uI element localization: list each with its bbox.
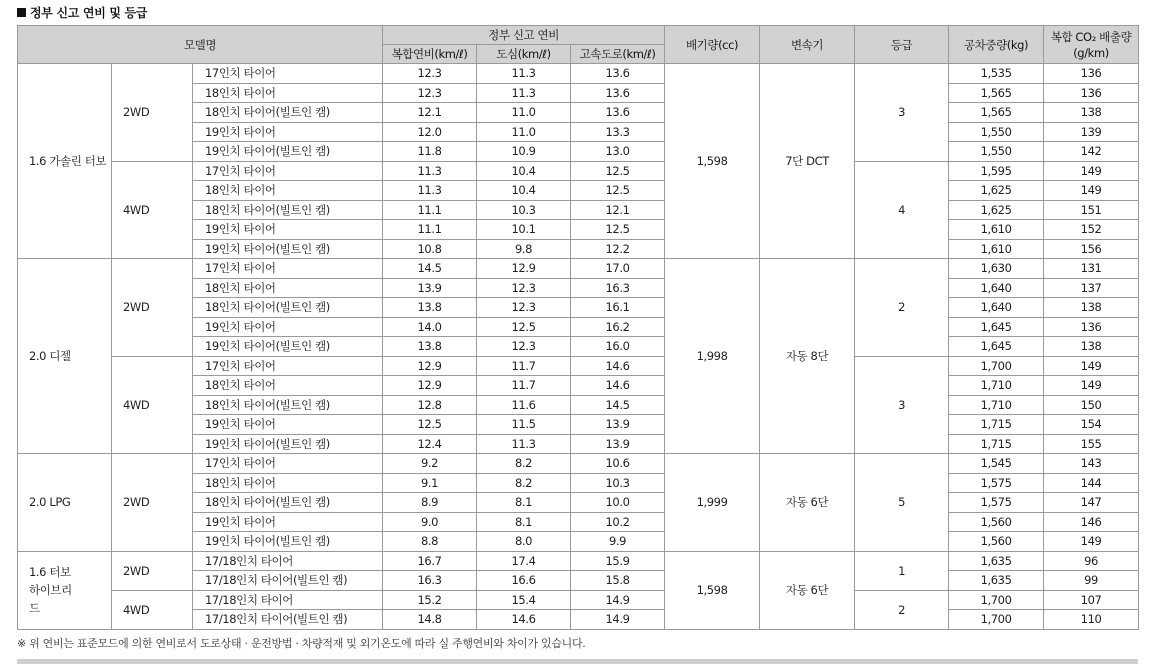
co2-cell: 136 — [1044, 83, 1139, 103]
square-bullet-icon — [17, 8, 26, 17]
co2-cell: 144 — [1044, 473, 1139, 493]
combined-cell: 13.9 — [383, 278, 477, 298]
weight-cell: 1,625 — [949, 200, 1044, 220]
co2-cell: 136 — [1044, 64, 1139, 84]
combined-cell: 13.8 — [383, 337, 477, 357]
tire-cell: 18인치 타이어 — [193, 376, 383, 396]
combined-cell: 14.5 — [383, 259, 477, 279]
city-cell: 9.8 — [477, 239, 571, 259]
tire-cell: 19인치 타이어(빌트인 캠) — [193, 434, 383, 454]
combined-cell: 9.0 — [383, 512, 477, 532]
co2-cell: 156 — [1044, 239, 1139, 259]
highway-cell: 17.0 — [571, 259, 665, 279]
highway-cell: 12.5 — [571, 181, 665, 201]
city-cell: 16.6 — [477, 571, 571, 591]
highway-cell: 14.6 — [571, 376, 665, 396]
header-curb-weight: 공차중량(kg) — [949, 26, 1044, 64]
weight-cell: 1,635 — [949, 571, 1044, 591]
tire-cell: 17/18인치 타이어 — [193, 590, 383, 610]
city-cell: 11.3 — [477, 64, 571, 84]
displacement-cell: 1,998 — [665, 259, 760, 454]
city-cell: 12.5 — [477, 317, 571, 337]
city-cell: 11.0 — [477, 122, 571, 142]
tire-cell: 19인치 타이어 — [193, 317, 383, 337]
weight-cell: 1,565 — [949, 103, 1044, 123]
co2-cell: 137 — [1044, 278, 1139, 298]
city-cell: 17.4 — [477, 551, 571, 571]
combined-cell: 12.9 — [383, 376, 477, 396]
tire-cell: 18인치 타이어(빌트인 캠) — [193, 200, 383, 220]
combined-cell: 12.5 — [383, 415, 477, 435]
header-co2-line1: 복합 CO₂ 배출량 — [1050, 29, 1132, 44]
table-row — [18, 454, 1139, 474]
grade-cell: 2 — [855, 590, 949, 629]
highway-cell: 12.1 — [571, 200, 665, 220]
combined-cell: 10.8 — [383, 239, 477, 259]
header-displacement: 배기량(cc) — [665, 26, 760, 64]
tire-cell: 17/18인치 타이어 — [193, 551, 383, 571]
co2-cell: 138 — [1044, 298, 1139, 318]
co2-cell: 138 — [1044, 337, 1139, 357]
tire-cell: 17/18인치 타이어(빌트인 캠) — [193, 610, 383, 630]
weight-cell: 1,610 — [949, 239, 1044, 259]
co2-cell: 147 — [1044, 493, 1139, 513]
highway-cell: 12.5 — [571, 161, 665, 181]
tire-cell: 17인치 타이어 — [193, 454, 383, 474]
highway-cell: 16.0 — [571, 337, 665, 357]
co2-cell: 99 — [1044, 571, 1139, 591]
highway-cell: 13.0 — [571, 142, 665, 162]
weight-cell: 1,610 — [949, 220, 1044, 240]
highway-cell: 10.2 — [571, 512, 665, 532]
city-cell: 10.4 — [477, 181, 571, 201]
highway-cell: 12.5 — [571, 220, 665, 240]
header-combined: 복합연비(km/ℓ) — [383, 45, 477, 64]
combined-cell: 8.9 — [383, 493, 477, 513]
weight-cell: 1,625 — [949, 181, 1044, 201]
co2-cell: 149 — [1044, 532, 1139, 552]
weight-cell: 1,640 — [949, 298, 1044, 318]
combined-cell: 12.3 — [383, 83, 477, 103]
combined-cell: 14.0 — [383, 317, 477, 337]
header-co2 — [1044, 26, 1139, 64]
weight-cell: 1,700 — [949, 590, 1044, 610]
tire-cell: 18인치 타이어(빌트인 캠) — [193, 298, 383, 318]
tire-cell: 19인치 타이어(빌트인 캠) — [193, 532, 383, 552]
transmission-cell: 7단 DCT — [760, 64, 855, 259]
weight-cell: 1,630 — [949, 259, 1044, 279]
co2-cell: 155 — [1044, 434, 1139, 454]
combined-cell: 8.8 — [383, 532, 477, 552]
weight-cell: 1,700 — [949, 610, 1044, 630]
highway-cell: 14.6 — [571, 356, 665, 376]
co2-cell: 110 — [1044, 610, 1139, 630]
highway-cell: 13.6 — [571, 83, 665, 103]
highway-cell: 13.3 — [571, 122, 665, 142]
grade-cell: 3 — [855, 356, 949, 454]
weight-cell: 1,545 — [949, 454, 1044, 474]
combined-cell: 11.8 — [383, 142, 477, 162]
footnote: ※ 위 연비는 표준모드에 의한 연비로서 도로상태 · 운전방법 · 차량적재 및 외기온도에 따라 실 주행연비와 차이가 있습니다. — [17, 637, 586, 650]
header-co2-line2: (g/km) — [1073, 45, 1109, 60]
city-cell: 11.6 — [477, 395, 571, 415]
combined-cell: 13.8 — [383, 298, 477, 318]
tire-cell: 19인치 타이어 — [193, 512, 383, 532]
co2-cell: 152 — [1044, 220, 1139, 240]
weight-cell: 1,565 — [949, 83, 1044, 103]
transmission-cell: 자동 8단 — [760, 259, 855, 454]
city-cell: 10.3 — [477, 200, 571, 220]
tire-cell: 18인치 타이어 — [193, 473, 383, 493]
highway-cell: 10.3 — [571, 473, 665, 493]
highway-cell: 12.2 — [571, 239, 665, 259]
city-cell: 8.1 — [477, 493, 571, 513]
city-cell: 12.3 — [477, 278, 571, 298]
weight-cell: 1,550 — [949, 142, 1044, 162]
combined-cell: 11.3 — [383, 161, 477, 181]
highway-cell: 14.9 — [571, 590, 665, 610]
co2-cell: 107 — [1044, 590, 1139, 610]
weight-cell: 1,575 — [949, 473, 1044, 493]
combined-cell: 16.7 — [383, 551, 477, 571]
co2-cell: 146 — [1044, 512, 1139, 532]
drive-cell: 4WD — [112, 161, 193, 259]
header-transmission: 변속기 — [760, 26, 855, 64]
highway-cell: 13.6 — [571, 103, 665, 123]
engine-cell: 2.0 LPG — [18, 454, 112, 552]
co2-cell: 96 — [1044, 551, 1139, 571]
weight-cell: 1,560 — [949, 532, 1044, 552]
co2-cell: 149 — [1044, 181, 1139, 201]
combined-cell: 12.0 — [383, 122, 477, 142]
city-cell: 8.1 — [477, 512, 571, 532]
highway-cell: 13.9 — [571, 415, 665, 435]
weight-cell: 1,710 — [949, 395, 1044, 415]
tire-cell: 17인치 타이어 — [193, 64, 383, 84]
co2-cell: 142 — [1044, 142, 1139, 162]
grade-cell: 2 — [855, 259, 949, 357]
weight-cell: 1,575 — [949, 493, 1044, 513]
fuel-economy-table — [17, 25, 1139, 630]
table-header — [18, 26, 1139, 64]
combined-cell: 16.3 — [383, 571, 477, 591]
weight-cell: 1,635 — [949, 551, 1044, 571]
weight-cell: 1,645 — [949, 317, 1044, 337]
highway-cell: 16.3 — [571, 278, 665, 298]
co2-cell: 149 — [1044, 356, 1139, 376]
drive-cell: 2WD — [112, 64, 193, 162]
transmission-cell: 자동 6단 — [760, 454, 855, 552]
grade-cell: 1 — [855, 551, 949, 590]
city-cell: 11.0 — [477, 103, 571, 123]
co2-cell: 139 — [1044, 122, 1139, 142]
city-cell: 12.3 — [477, 337, 571, 357]
combined-cell: 12.9 — [383, 356, 477, 376]
weight-cell: 1,710 — [949, 376, 1044, 396]
city-cell: 11.3 — [477, 434, 571, 454]
drive-cell: 4WD — [112, 356, 193, 454]
grade-cell: 3 — [855, 64, 949, 162]
weight-cell: 1,550 — [949, 122, 1044, 142]
drive-cell: 2WD — [112, 551, 193, 590]
tire-cell: 18인치 타이어 — [193, 83, 383, 103]
co2-cell: 138 — [1044, 103, 1139, 123]
section-title-text: 정부 신고 연비 및 등급 — [30, 6, 148, 20]
tire-cell: 18인치 타이어 — [193, 181, 383, 201]
tire-cell: 17인치 타이어 — [193, 259, 383, 279]
highway-cell: 9.9 — [571, 532, 665, 552]
tire-cell: 18인치 타이어(빌트인 캠) — [193, 103, 383, 123]
weight-cell: 1,535 — [949, 64, 1044, 84]
table-row — [18, 590, 1139, 610]
table-row — [18, 64, 1139, 84]
combined-cell: 11.1 — [383, 220, 477, 240]
displacement-cell: 1,598 — [665, 551, 760, 629]
city-cell: 12.9 — [477, 259, 571, 279]
combined-cell: 12.8 — [383, 395, 477, 415]
tire-cell: 18인치 타이어(빌트인 캠) — [193, 395, 383, 415]
header-city: 도심(km/ℓ) — [477, 45, 571, 64]
tire-cell: 19인치 타이어(빌트인 캠) — [193, 142, 383, 162]
highway-cell: 14.5 — [571, 395, 665, 415]
displacement-cell: 1,598 — [665, 64, 760, 259]
weight-cell: 1,560 — [949, 512, 1044, 532]
header-fuel-group: 정부 신고 연비 — [383, 26, 665, 45]
city-cell: 11.5 — [477, 415, 571, 435]
engine-cell: 1.6 가솔린 터보 — [18, 64, 112, 259]
table-body — [18, 64, 1139, 630]
weight-cell: 1,715 — [949, 434, 1044, 454]
highway-cell: 13.9 — [571, 434, 665, 454]
city-cell: 11.7 — [477, 356, 571, 376]
city-cell: 8.2 — [477, 473, 571, 493]
city-cell: 10.4 — [477, 161, 571, 181]
combined-cell: 15.2 — [383, 590, 477, 610]
drive-cell: 2WD — [112, 259, 193, 357]
co2-cell: 150 — [1044, 395, 1139, 415]
highway-cell: 16.1 — [571, 298, 665, 318]
tire-cell: 18인치 타이어(빌트인 캠) — [193, 493, 383, 513]
highway-cell: 16.2 — [571, 317, 665, 337]
co2-cell: 131 — [1044, 259, 1139, 279]
drive-cell: 2WD — [112, 454, 193, 552]
bottom-divider — [17, 659, 1138, 664]
tire-cell: 19인치 타이어 — [193, 220, 383, 240]
engine-cell: 2.0 디젤 — [18, 259, 112, 454]
weight-cell: 1,595 — [949, 161, 1044, 181]
tire-cell: 17인치 타이어 — [193, 161, 383, 181]
tire-cell: 19인치 타이어 — [193, 415, 383, 435]
combined-cell: 9.2 — [383, 454, 477, 474]
header-model: 모델명 — [18, 26, 383, 64]
co2-cell: 154 — [1044, 415, 1139, 435]
weight-cell: 1,715 — [949, 415, 1044, 435]
displacement-cell: 1,999 — [665, 454, 760, 552]
city-cell: 8.2 — [477, 454, 571, 474]
combined-cell: 12.4 — [383, 434, 477, 454]
co2-cell: 151 — [1044, 200, 1139, 220]
highway-cell: 13.6 — [571, 64, 665, 84]
table-row — [18, 161, 1139, 181]
co2-cell: 149 — [1044, 161, 1139, 181]
tire-cell: 18인치 타이어 — [193, 278, 383, 298]
combined-cell: 14.8 — [383, 610, 477, 630]
city-cell: 11.7 — [477, 376, 571, 396]
header-grade: 등급 — [855, 26, 949, 64]
tire-cell: 19인치 타이어(빌트인 캠) — [193, 239, 383, 259]
weight-cell: 1,700 — [949, 356, 1044, 376]
city-cell: 14.6 — [477, 610, 571, 630]
grade-cell: 5 — [855, 454, 949, 552]
table-row — [18, 356, 1139, 376]
combined-cell: 12.1 — [383, 103, 477, 123]
city-cell: 12.3 — [477, 298, 571, 318]
header-highway: 고속도로(km/ℓ) — [571, 45, 665, 64]
combined-cell: 12.3 — [383, 64, 477, 84]
combined-cell: 11.1 — [383, 200, 477, 220]
transmission-cell: 자동 6단 — [760, 551, 855, 629]
co2-cell: 136 — [1044, 317, 1139, 337]
drive-cell: 4WD — [112, 590, 193, 629]
engine-cell: 1.6 터보 하이브리드 — [18, 551, 112, 629]
section-title — [17, 4, 147, 21]
table-row — [18, 259, 1139, 279]
co2-cell: 143 — [1044, 454, 1139, 474]
co2-cell: 149 — [1044, 376, 1139, 396]
weight-cell: 1,645 — [949, 337, 1044, 357]
highway-cell: 10.0 — [571, 493, 665, 513]
weight-cell: 1,640 — [949, 278, 1044, 298]
tire-cell: 17인치 타이어 — [193, 356, 383, 376]
tire-cell: 19인치 타이어(빌트인 캠) — [193, 337, 383, 357]
combined-cell: 11.3 — [383, 181, 477, 201]
highway-cell: 15.9 — [571, 551, 665, 571]
combined-cell: 9.1 — [383, 473, 477, 493]
tire-cell: 19인치 타이어 — [193, 122, 383, 142]
grade-cell: 4 — [855, 161, 949, 259]
city-cell: 11.3 — [477, 83, 571, 103]
city-cell: 15.4 — [477, 590, 571, 610]
table-row — [18, 551, 1139, 571]
highway-cell: 15.8 — [571, 571, 665, 591]
city-cell: 10.9 — [477, 142, 571, 162]
city-cell: 8.0 — [477, 532, 571, 552]
highway-cell: 14.9 — [571, 610, 665, 630]
highway-cell: 10.6 — [571, 454, 665, 474]
city-cell: 10.1 — [477, 220, 571, 240]
tire-cell: 17/18인치 타이어(빌트인 캠) — [193, 571, 383, 591]
